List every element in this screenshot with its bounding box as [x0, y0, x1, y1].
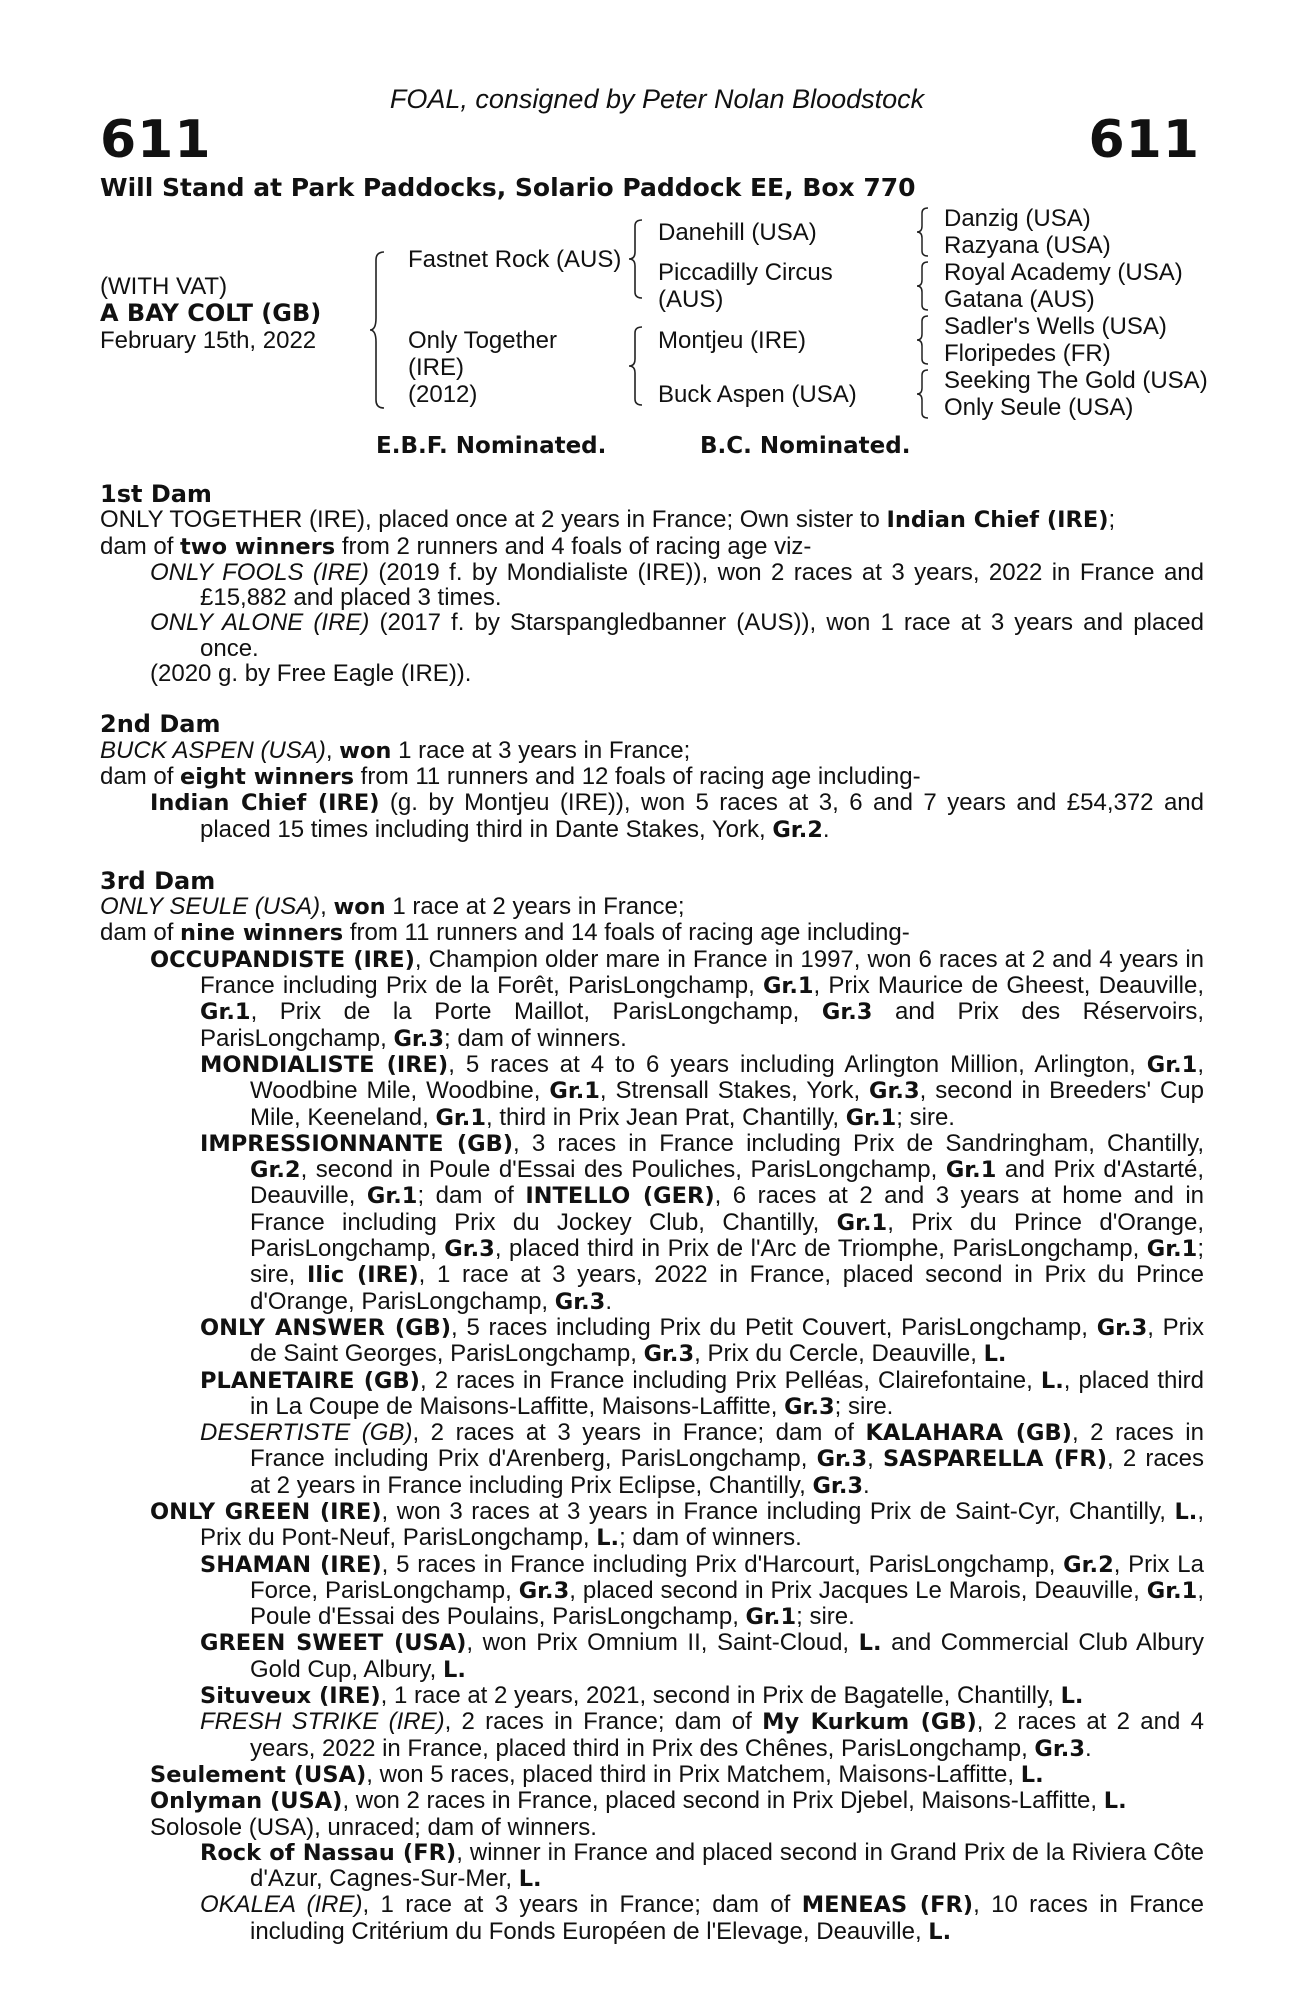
produce-entry: Solosole (USA), unraced; dam of winners. — [150, 1813, 597, 1841]
sd-dam: Gatana (AUS) — [944, 286, 1095, 313]
third-dam-line-1: ONLY SEULE (USA), won 1 race at 2 years in France; — [100, 893, 685, 921]
third-dam-line-2: dam of nine winners from 11 runners and 14 foals of racing age including- — [100, 919, 910, 947]
second-dam-line-2: dam of eight winners from 11 runners and 12 foals of racing age including- — [100, 762, 921, 790]
produce-entry: Onlyman (USA), won 2 races in France, placed second in Prix Djebel, Maisons-Laffitte, L. — [150, 1787, 1127, 1815]
dam-dam: Buck Aspen (USA) — [658, 381, 857, 408]
brace-2 — [628, 218, 646, 300]
produce-entry: OKALEA (IRE), 1 race at 3 years in France; dam of MENEAS (FR), 10 races in France including Critérium du Fonds Européen de l'Elevage, Deauville, L. — [200, 1891, 1204, 1945]
third-dam-heading: 3rd Dam — [100, 866, 216, 895]
dd-sire: Seeking The Gold (USA) — [944, 367, 1208, 394]
produce-entry: PLANETAIRE (GB), 2 races in France including Prix Pelléas, Clairefontaine, L., placed third in La Coupe de Maisons-Laffitte, Maisons-Laffitte, Gr.3; sire. — [200, 1366, 1205, 1420]
bc-nominated: B.C. Nominated. — [700, 433, 911, 459]
produce-entry: ONLY GREEN (IRE), won 3 races at 3 years in France including Prix de Saint-Cyr, Chantilly, L., Prix du Pont-Neuf, ParisLongchamp, L.; dam of winners. — [150, 1497, 1204, 1552]
produce-entry: Rock of Nassau (FR), winner in France and placed second in Grand Prix de la Riviera Côte d'Azur, Cagnes-Sur-Mer, L. — [200, 1838, 1204, 1893]
ds-sire: Sadler's Wells (USA) — [944, 313, 1167, 340]
dd-dam: Only Seule (USA) — [944, 394, 1134, 421]
produce-entry: Situveux (IRE), 1 race at 2 years, 2021, second in Prix de Bagatelle, Chantilly, L. — [200, 1682, 1084, 1710]
dam-line-1: Only Together — [408, 327, 557, 354]
produce-entry: IMPRESSIONNANTE (GB), 3 races in France including Prix de Sandringham, Chantilly, Gr.2, second in Poule d'Essai des Pouliches, ParisLongchamp, Gr.1 and Prix d'Astarté, Deauville, Gr.1; dam of INTELLO (GER), 6 races at 2 and 3 years at home and in France including Prix du Jockey Club, Chantilly, Gr.1, Prix du Prince d'Orange, ParisLongchamp, Gr.3, placed third in Prix de l'Arc de Triomphe, ParisLongchamp, Gr.1; sire, Ilic (IRE), 1 race at 3 years, 2022 in France, placed second in Prix du Prince d'Orange, ParisLongchamp, Gr.3. — [200, 1129, 1204, 1315]
first-dam-line-2: dam of two winners from 2 runners and 4 foals of racing age viz- — [100, 532, 812, 560]
second-dam-heading: 2nd Dam — [100, 710, 221, 739]
produce-entry: MONDIALISTE (IRE), 5 races at 4 to 6 years including Arlington Million, Arlington, Gr.1, Woodbine Mile, Woodbine, Gr.1, Strensall Stakes, York, Gr.3, second in Breeders' Cup Mile, Keeneland, Gr.1, third in Prix Jean Prat, Chantilly, Gr.1; sire. — [200, 1050, 1204, 1131]
sire-dam-line-2: (AUS) — [658, 286, 724, 313]
produce-entry: ONLY ANSWER (GB), 5 races including Prix du Petit Couvert, ParisLongchamp, Gr.3, Prix de Saint Georges, ParisLongchamp, Gr.3, Prix du Cercle, Deauville, L. — [200, 1313, 1204, 1368]
brace-3 — [628, 325, 646, 407]
subject-name: A BAY COLT (GB) — [100, 299, 322, 327]
vat-note: (WITH VAT) — [100, 273, 228, 300]
produce-entry: GREEN SWEET (USA), won Prix Omnium II, Saint-Cloud, L. and Commercial Club Albury Gold Cup, Albury, L. — [200, 1629, 1204, 1683]
lot-number-left: 611 — [100, 110, 212, 170]
produce-entry: Seulement (USA), won 5 races, placed third in Prix Matchem, Maisons-Laffitte, L. — [150, 1760, 1044, 1788]
produce-entry: Indian Chief (IRE) (g. by Montjeu (IRE)), won 5 races at 3, 6 and 7 years and £54,372 and placed 15 times including third in Dante Stakes, York, Gr.2. — [150, 789, 1204, 843]
ss-sire: Danzig (USA) — [944, 205, 1091, 232]
brace-1 — [368, 250, 390, 410]
produce-entry: ONLY FOOLS (IRE) (2019 f. by Mondialiste (IRE)), won 2 races at 3 years, 2022 in France and £15,882 and placed 3 times. — [150, 558, 1204, 612]
consignor-line: FOAL, consigned by Peter Nolan Bloodstock — [389, 84, 925, 114]
produce-entry: DESERTISTE (GB), 2 races at 3 years in France; dam of KALAHARA (GB), 2 races in France including Prix d'Arenberg, ParisLongchamp, Gr.3, SASPARELLA (FR), 2 races at 2 years in France including Prix Eclipse, Chantilly, Gr.3. — [200, 1419, 1205, 1499]
second-dam-line-1: BUCK ASPEN (USA), won 1 race at 3 years in France; — [100, 736, 691, 764]
produce-entry: OCCUPANDISTE (IRE), Champion older mare in France in 1997, won 6 races at 2 and 4 years in France including Prix de la Forêt, ParisLongchamp, Gr.1, Prix Maurice de Gheest, Deauville, Gr.1, Prix de la Porte Maillot, ParisLongchamp, Gr.3 and Prix des Réservoirs, ParisLongchamp, Gr.3; dam of winners. — [150, 945, 1204, 1052]
ds-dam: Floripedes (FR) — [944, 340, 1111, 367]
produce-record — [100, 482, 1204, 1945]
dam-line-3: (2012) — [408, 381, 478, 408]
brace-5 — [916, 260, 932, 312]
brace-4 — [916, 206, 932, 258]
ebf-nominated: E.B.F. Nominated. — [376, 433, 607, 459]
brace-7 — [916, 368, 932, 420]
produce-entry: ONLY ALONE (IRE) (2017 f. by Starspangledbanner (AUS)), won 1 race at 3 years and placed once. — [150, 609, 1204, 662]
dam-sire: Montjeu (IRE) — [658, 327, 807, 354]
ss-dam: Razyana (USA) — [944, 232, 1111, 259]
produce-entry: FRESH STRIKE (IRE), 2 races in France; dam of My Kurkum (GB), 2 races at 2 and 4 years, 2022 in France, placed third in Prix des Chênes, ParisLongchamp, Gr.3. — [200, 1708, 1204, 1762]
brace-6 — [916, 314, 932, 366]
stabling-line: Will Stand at Park Paddocks, Solario Paddock EE, Box 770 — [100, 173, 916, 202]
first-dam-line-1: ONLY TOGETHER (IRE), placed once at 2 years in France; Own sister to Indian Chief (IRE); — [100, 506, 1116, 534]
sire: Fastnet Rock (AUS) — [408, 246, 622, 273]
lot-number-right: 611 — [1088, 110, 1200, 170]
subject-dob: February 15th, 2022 — [100, 327, 317, 354]
dam-line-2: (IRE) — [408, 354, 464, 381]
first-dam-heading: 1st Dam — [100, 480, 212, 508]
sd-sire: Royal Academy (USA) — [944, 259, 1183, 286]
produce-entry: SHAMAN (IRE), 5 races in France including Prix d'Harcourt, ParisLongchamp, Gr.2, Prix La Force, ParisLongchamp, Gr.3, placed second in Prix Jacques Le Marois, Deauville, Gr.1, Poule d'Essai des Poulains, ParisLongchamp, Gr.1; sire. — [200, 1550, 1205, 1631]
produce-entry: (2020 g. by Free Eagle (IRE)). — [150, 660, 472, 688]
sire-dam-line-1: Piccadilly Circus — [658, 259, 833, 286]
sire-sire: Danehill (USA) — [658, 219, 817, 246]
